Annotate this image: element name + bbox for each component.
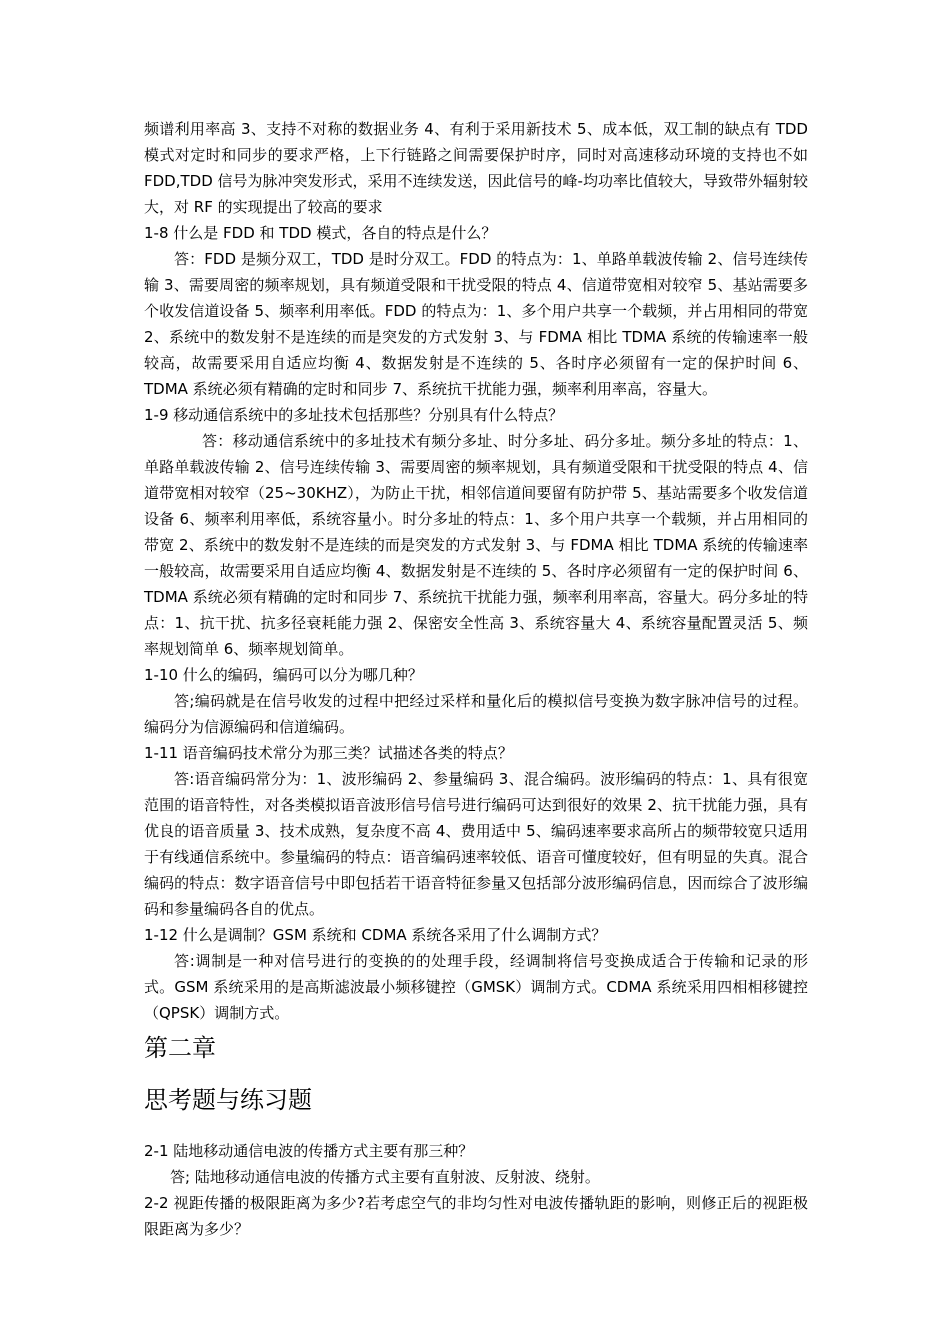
answer-1-10: 答;编码就是在信号收发的过程中把经过采样和量化后的模拟信号变换为数字脉冲信号的过程。编码分为信源编码和信道编码。 (144, 692, 808, 736)
question-1-11: 1-11 语音编码技术常分为那三类？试描述各类的特点？ (144, 744, 513, 762)
question-1-8: 1-8 什么是 FDD 和 TDD 模式，各自的特点是什么？ (144, 224, 497, 242)
intro-paragraph: 频谱利用率高 3、支持不对称的数据业务 4、有利于采用新技术 5、成本低，双工制的缺点有 TDD 模式对定时和同步的要求严格，上下行链路之间需要保护时序，同时对高速移动环境的支持也不如 FDD,TDD 信号为脉冲突发形式，采用不连续发送，因此信号的峰-均功率比值较大，导致带外辐射较大，对 RF 的实现提出了较高的要求 (144, 120, 808, 216)
chapter-title: 第二章 (144, 1034, 216, 1062)
question-2-2: 2-2 视距传播的极限距离为多少?若考虑空气的非均匀性对电波传播轨距的影响，则修正后的视距极限距离为多少？ (144, 1194, 808, 1238)
document-body (144, 116, 808, 1242)
answer-1-8: 答：FDD 是频分双工，TDD 是时分双工。FDD 的特点为：1、单路单载波传输 2、信号连续传输 3、需要周密的频率规划，具有频道受限和干扰受限的特点 4、信道带宽相对较窄 5、基站需要多个收发信道设备 5、频率利用率低。FDD 的特点为：1、多个用户共享一个载频，并占用相同的带宽 2、系统中的数发射不是连续的而是突发的方式发射 3、与 FDMA 相比 TDMA 系统的传输速率一般较高，故需要采用自适应均衡 4、数据发射是不连续的 5、各时序必须留有一定的保护时间 6、TDMA 系统必须有精确的定时和同步 7、系统抗干扰能力强，频率利用率高，容量大。 (144, 250, 808, 398)
answer-2-1: 答; 陆地移动通信电波的传播方式主要有直射波、反射波、绕射。 (170, 1168, 600, 1186)
section-title: 思考题与练习题 (144, 1086, 312, 1114)
question-1-12: 1-12 什么是调制？GSM 系统和 CDMA 系统各采用了什么调制方式？ (144, 926, 607, 944)
question-1-10: 1-10 什么的编码，编码可以分为哪几种？ (144, 666, 423, 684)
question-2-1: 2-1 陆地移动通信电波的传播方式主要有那三种？ (144, 1142, 474, 1160)
answer-1-11: 答:语音编码常分为：1、波形编码 2、参量编码 3、混合编码。波形编码的特点：1、具有很宽范围的语音特性，对各类模拟语音波形信号信号进行编码可达到很好的效果 2、抗干扰能力强，具有优良的语音质量 3、技术成熟，复杂度不高 4、费用适中 5、编码速率要求高所占的频带较宽只适用于有线通信系统中。参量编码的特点：语音编码速率较低、语音可懂度较好，但有明显的失真。混合编码的特点：数字语音信号中即包括若干语音特征参量又包括部分波形编码信息，因而综合了波形编码和参量编码各自的优点。 (144, 770, 808, 918)
question-1-9: 1-9 移动通信系统中的多址技术包括那些？分别具有什么特点？ (144, 406, 564, 424)
answer-1-9: 答：移动通信系统中的多址技术有频分多址、时分多址、码分多址。频分多址的特点：1、单路单载波传输 2、信号连续传输 3、需要周密的频率规划，具有频道受限和干扰受限的特点 4、信道带宽相对较窄（25~30KHZ），为防止干扰，相邻信道间要留有防护带 5、基站需要多个收发信道设备 6、频率利用率低，系统容量小。时分多址的特点：1、多个用户共享一个载频，并占用相同的带宽 2、系统中的数发射不是连续的而是突发的方式发射 3、与 FDMA 相比 TDMA 系统的传输速率一般较高，故需要采用自适应均衡 4、数据发射是不连续的 5、各时序必须留有一定的保护时间 6、TDMA 系统必须有精确的定时和同步 7、系统抗干扰能力强，频率利用率高，容量大。码分多址的特点：1、抗干扰、抗多径衰耗能力强 2、保密安全性高 3、系统容量大 4、系统容量配置灵活 5、频率规划简单 6、频率规划简单。 (144, 432, 808, 658)
answer-1-12: 答:调制是一种对信号进行的变换的的处理手段，经调制将信号变换成适合于传输和记录的形式。GSM 系统采用的是高斯滤波最小频移键控（GMSK）调制方式。CDMA 系统采用四相相移键控（QPSK）调制方式。 (144, 952, 808, 1022)
